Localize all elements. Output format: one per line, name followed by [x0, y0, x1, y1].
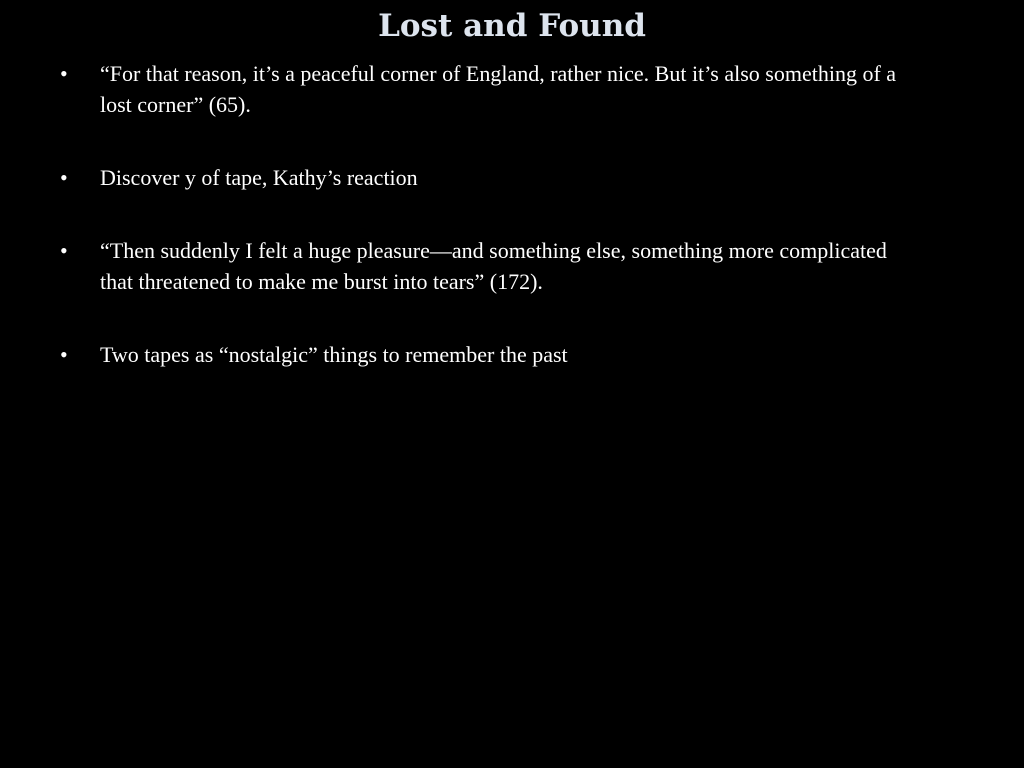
bullet-item [60, 162, 920, 193]
bullet-item [60, 339, 920, 370]
bullet-marker: • [60, 61, 68, 86]
bullet-list [60, 58, 920, 412]
bullet-marker: • [60, 342, 68, 367]
bullet-item [60, 58, 920, 120]
bullet-text: “For that reason, it’s a peaceful corner of England, rather nice. But it’s also something of a lost corner” (65). [100, 61, 897, 117]
bullet-text: Two tapes as “nostalgic” things to remember the past [100, 342, 568, 367]
bullet-marker: • [60, 165, 68, 190]
bullet-item [60, 235, 920, 297]
bullet-text: Discover y of tape, Kathy’s reaction [100, 165, 418, 190]
bullet-text: “Then suddenly I felt a huge pleasure—and something else, something more complicated that threatened to make me burst into tears” (172). [100, 238, 887, 294]
slide-title: Lost and Found [378, 8, 646, 44]
bullet-marker: • [60, 238, 68, 263]
